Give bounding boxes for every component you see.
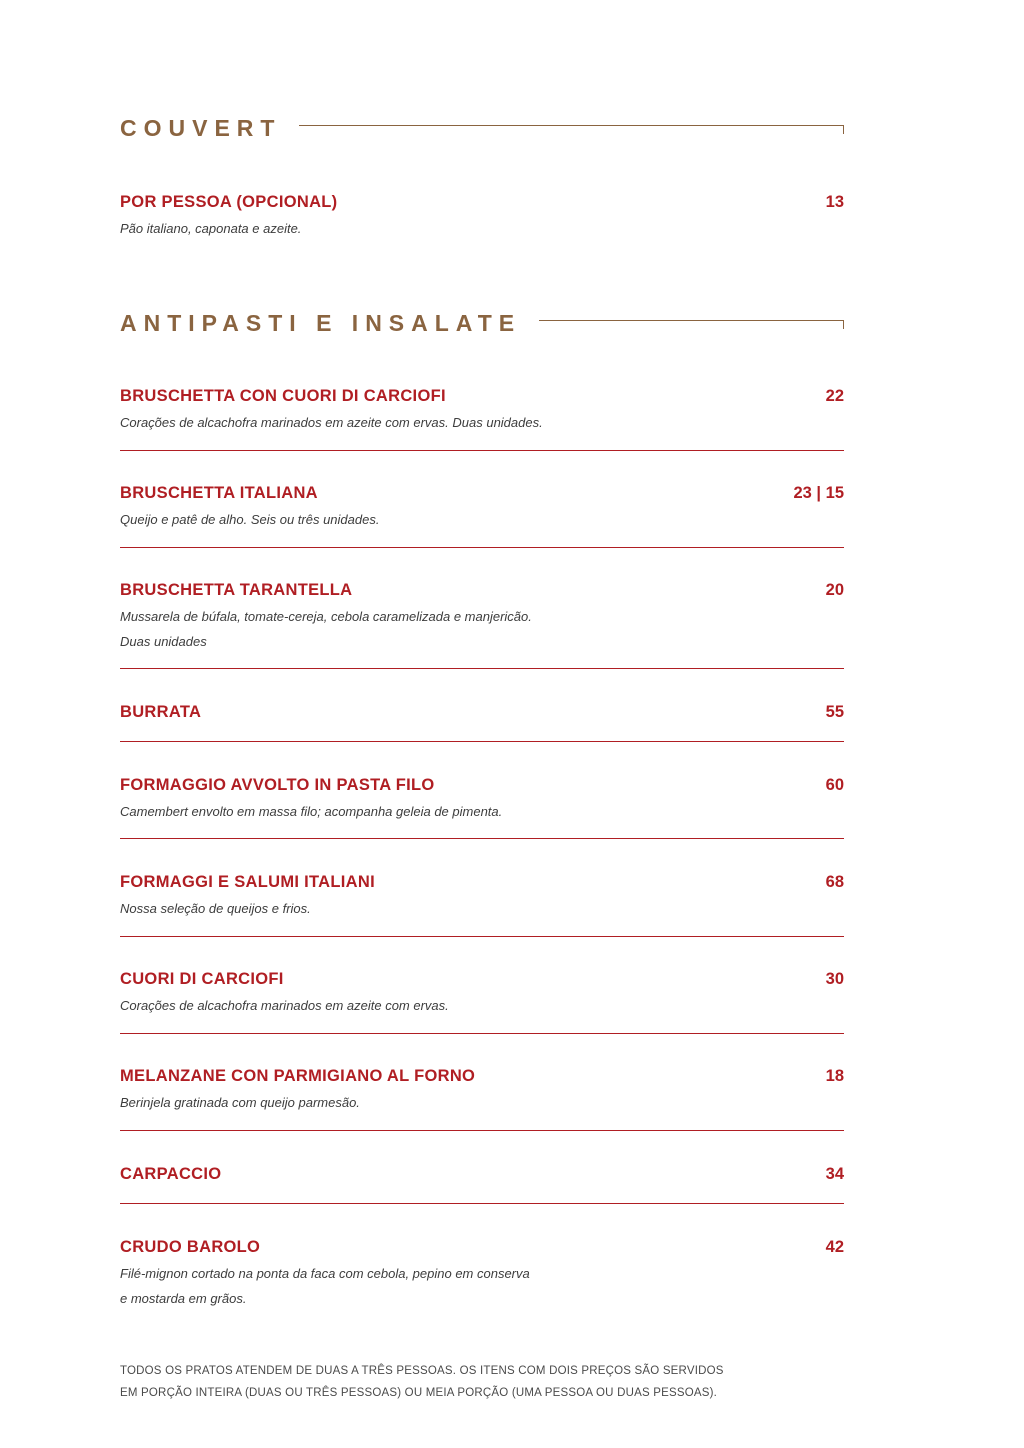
item-divider xyxy=(120,741,844,742)
item-name: BRUSCHETTA ITALIANA xyxy=(120,484,318,502)
item-name: CARPACCIO xyxy=(120,1165,222,1183)
item-description-line: Mussarela de búfala, tomate-cereja, cebola caramelizada e manjericão. xyxy=(120,609,532,624)
section-header-couvert xyxy=(120,117,844,140)
item-description xyxy=(120,1261,844,1311)
item-name: BRUSCHETTA TARANTELLA xyxy=(120,581,353,599)
menu-item xyxy=(120,1165,844,1184)
item-divider xyxy=(120,1033,844,1034)
menu-item xyxy=(120,484,844,532)
item-price: 20 xyxy=(825,581,844,599)
item-description: Queijo e patê de alho. Seis ou três unidades. xyxy=(120,512,380,527)
item-price: 34 xyxy=(825,1165,844,1183)
item-description: Pão italiano, caponata e azeite. xyxy=(120,221,302,236)
menu-item xyxy=(120,193,844,241)
item-divider xyxy=(120,838,844,839)
section-title: COUVERT xyxy=(120,115,282,141)
item-name: FORMAGGIO AVVOLTO IN PASTA FILO xyxy=(120,776,435,794)
item-price: 68 xyxy=(825,873,844,891)
section-header-antipasti xyxy=(120,312,844,335)
item-description: Corações de alcachofra marinados em azeite com ervas. xyxy=(120,998,449,1013)
item-price: 23 | 15 xyxy=(793,484,844,502)
item-price: 30 xyxy=(825,970,844,988)
menu-item xyxy=(120,387,844,435)
item-price: 42 xyxy=(825,1238,844,1256)
section-rule xyxy=(299,125,844,134)
item-description-line: Duas unidades xyxy=(120,634,207,649)
item-description-line: Filé-mignon cortado na ponta da faca com cebola, pepino em conserva xyxy=(120,1266,530,1281)
item-name: CUORI DI CARCIOFI xyxy=(120,970,284,988)
item-name: MELANZANE CON PARMIGIANO AL FORNO xyxy=(120,1067,476,1085)
item-divider xyxy=(120,668,844,669)
item-description: Berinjela gratinada com queijo parmesão. xyxy=(120,1095,360,1110)
section-title: ANTIPASTI E INSALATE xyxy=(120,310,522,336)
section-rule xyxy=(539,320,844,329)
item-description: Corações de alcachofra marinados em azeite com ervas. Duas unidades. xyxy=(120,415,543,430)
menu-item xyxy=(120,873,844,921)
item-name: FORMAGGI E SALUMI ITALIANI xyxy=(120,873,375,891)
item-divider xyxy=(120,1130,844,1131)
footnote-line: EM PORÇÃO INTEIRA (DUAS OU TRÊS PESSOAS) OU MEIA PORÇÃO (UMA PESSOA OU DUAS PESSOAS). xyxy=(120,1387,718,1399)
item-description xyxy=(120,604,844,654)
item-description: Camembert envolto em massa filo; acompanha geleia de pimenta. xyxy=(120,804,503,819)
item-divider xyxy=(120,1203,844,1204)
menu-item xyxy=(120,703,844,722)
menu-item xyxy=(120,581,844,654)
item-price: 55 xyxy=(825,703,844,721)
menu-item xyxy=(120,970,844,1018)
item-price: 13 xyxy=(825,193,844,211)
item-price: 18 xyxy=(825,1067,844,1085)
item-description-line: e mostarda em grãos. xyxy=(120,1291,247,1306)
footnote xyxy=(120,1360,844,1404)
item-divider xyxy=(120,450,844,451)
footnote-line: TODOS OS PRATOS ATENDEM DE DUAS A TRÊS PESSOAS. OS ITENS COM DOIS PREÇOS SÃO SERVIDOS xyxy=(120,1365,724,1377)
menu-item xyxy=(120,1067,844,1115)
item-divider xyxy=(120,547,844,548)
item-description: Nossa seleção de queijos e frios. xyxy=(120,901,311,916)
item-name: BURRATA xyxy=(120,703,202,721)
item-price: 22 xyxy=(825,387,844,405)
item-name: CRUDO BAROLO xyxy=(120,1238,261,1256)
item-name: POR PESSOA (OPCIONAL) xyxy=(120,193,338,211)
item-divider xyxy=(120,936,844,937)
item-price: 60 xyxy=(825,776,844,794)
item-name: BRUSCHETTA CON CUORI DI CARCIOFI xyxy=(120,387,446,405)
menu-item xyxy=(120,1238,844,1311)
menu-item xyxy=(120,776,844,824)
